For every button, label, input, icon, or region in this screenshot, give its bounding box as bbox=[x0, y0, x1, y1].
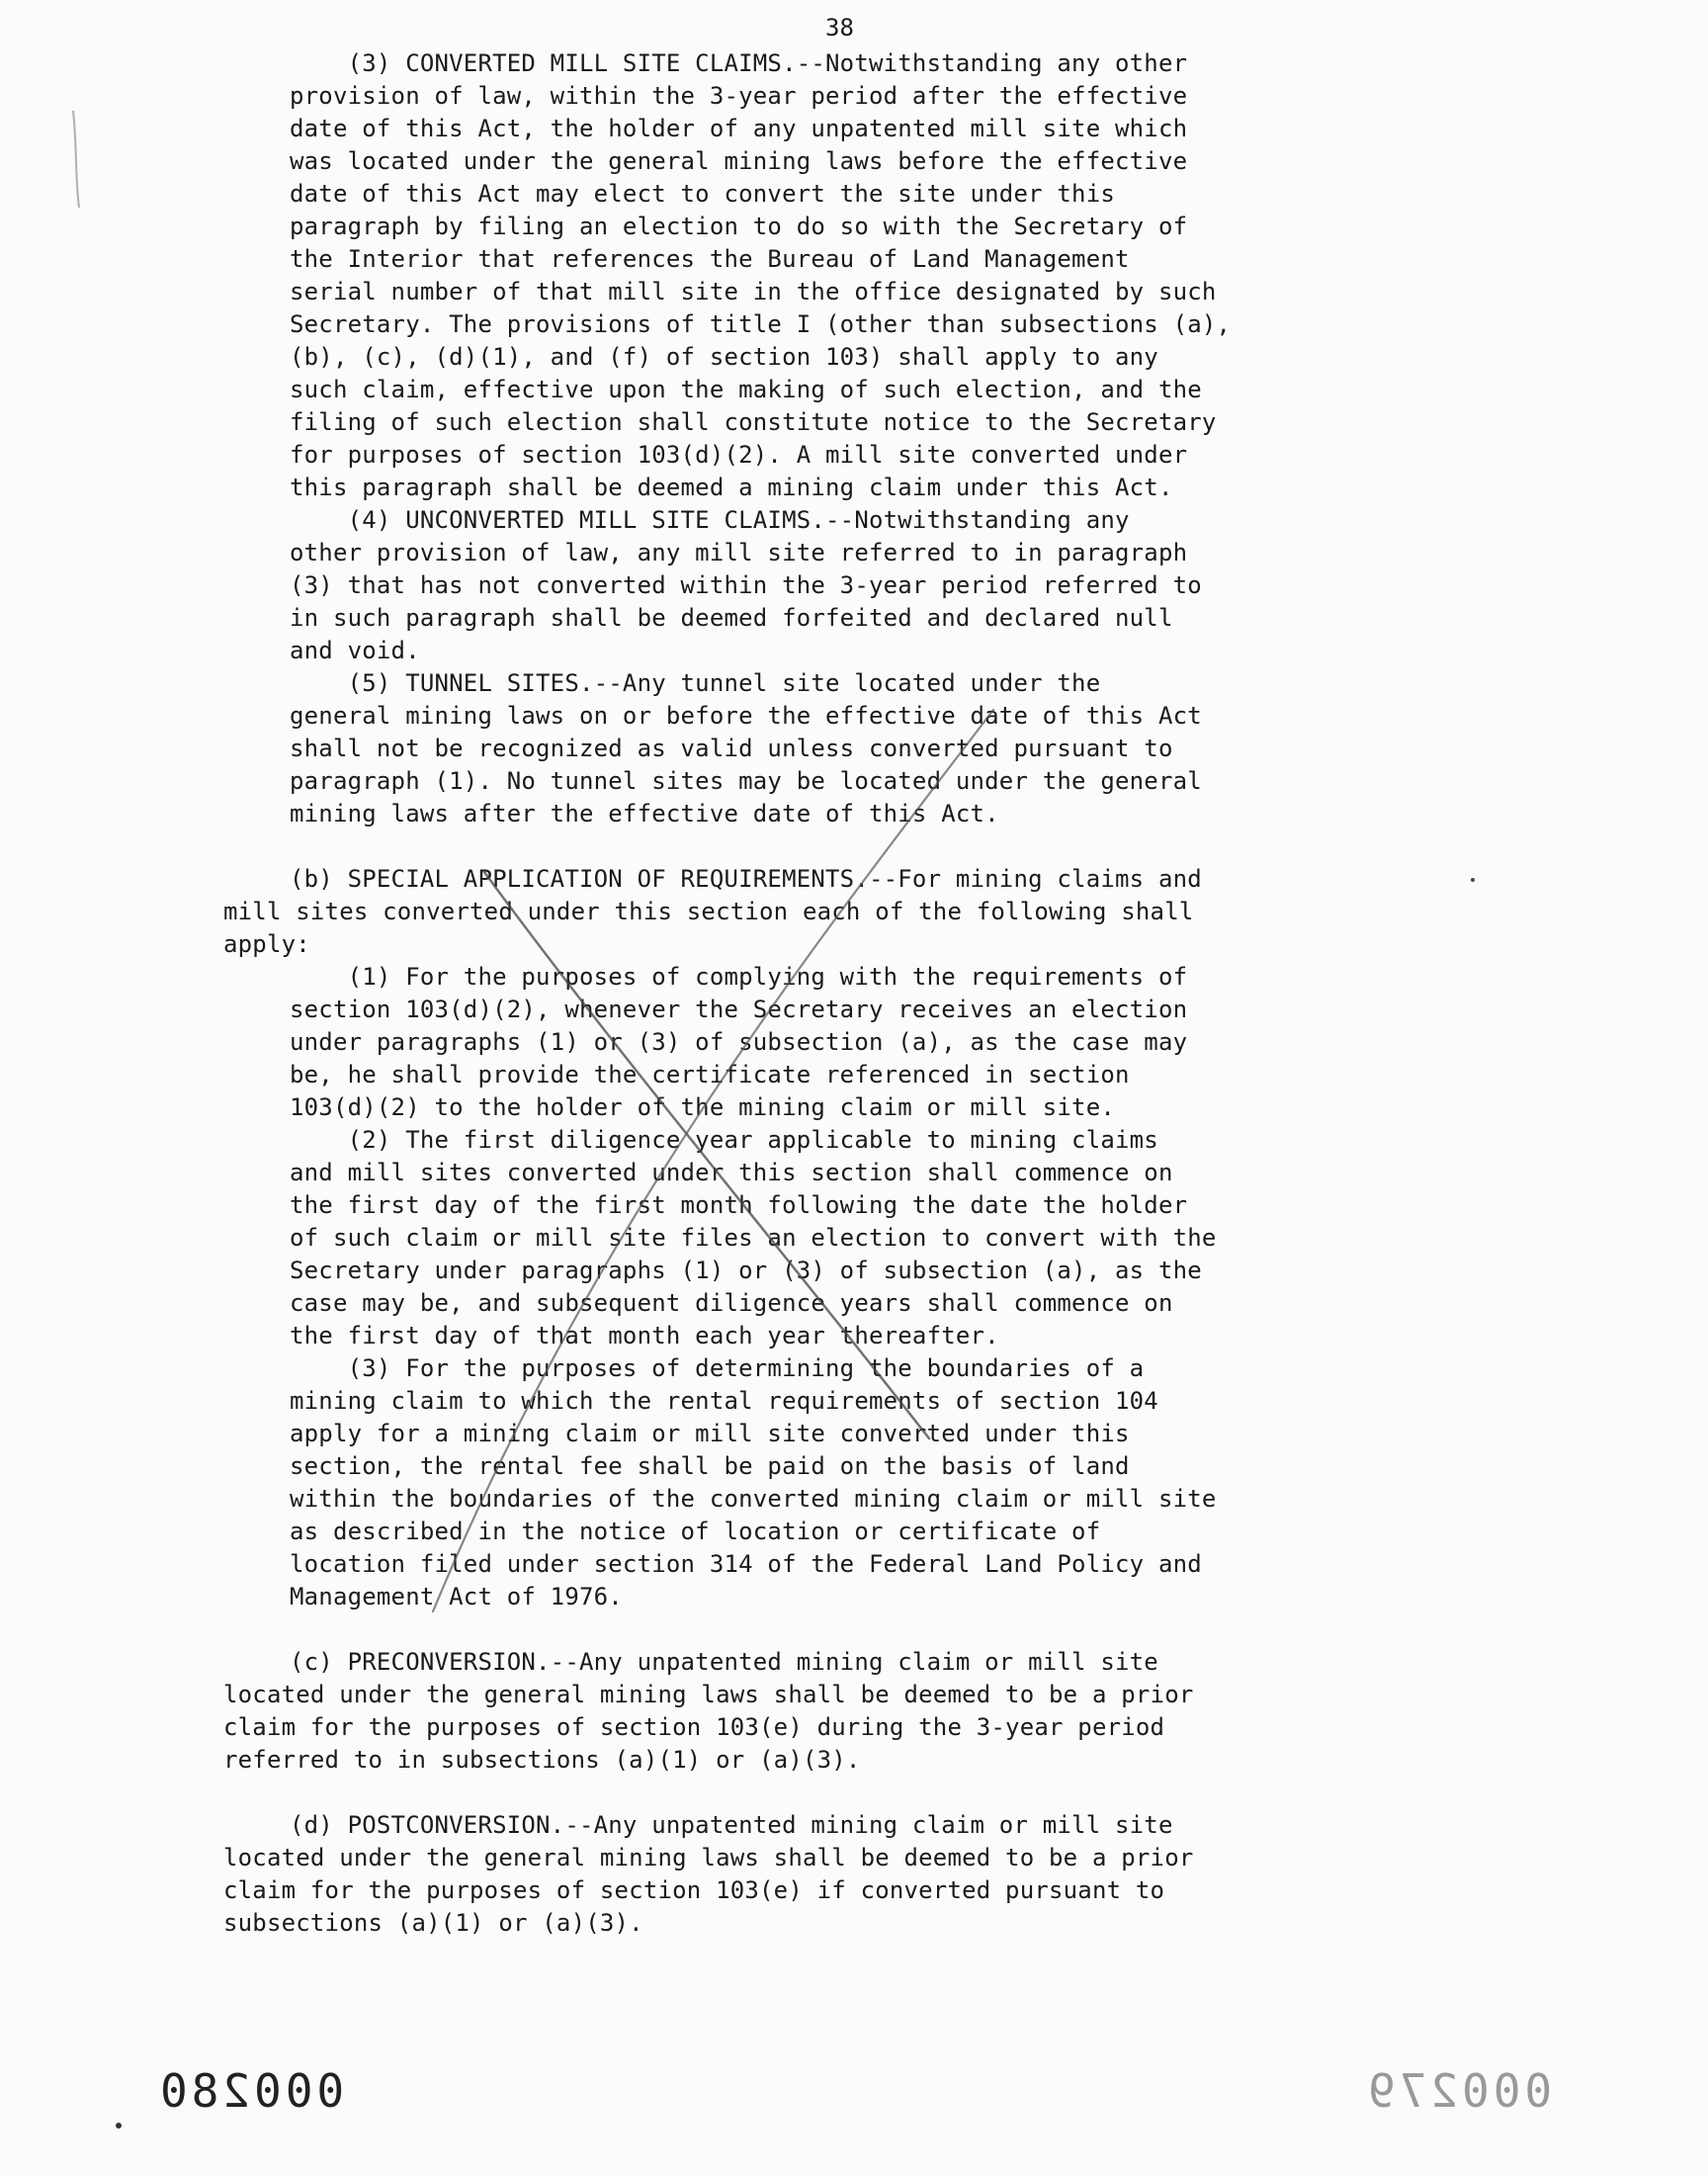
text-line: apply: bbox=[223, 930, 310, 958]
text-line: within the boundaries of the converted mining claim or mill site bbox=[290, 1485, 1217, 1513]
text-line: serial number of that mill site in the office designated by such bbox=[290, 278, 1217, 305]
text-line: in such paragraph shall be deemed forfeited and declared null bbox=[290, 604, 1173, 632]
text-line: (3) CONVERTED MILL SITE CLAIMS.--Notwithstanding any other bbox=[290, 49, 1188, 77]
text-line: apply for a mining claim or mill site converted under this bbox=[290, 1420, 1130, 1447]
text-line: the first day of that month each year thereafter. bbox=[290, 1322, 999, 1349]
text-line: Secretary under paragraphs (1) or (3) of subsection (a), as the bbox=[290, 1257, 1202, 1284]
page-number: 38 bbox=[825, 14, 854, 42]
text-line: shall not be recognized as valid unless converted pursuant to bbox=[290, 735, 1173, 762]
bates-stamp-right: 000279 bbox=[1364, 2064, 1553, 2118]
text-line: (1) For the purposes of complying with the requirements of bbox=[290, 963, 1188, 991]
text-line: (b), (c), (d)(1), and (f) of section 103) shall apply to any bbox=[290, 343, 1158, 371]
text-line: (4) UNCONVERTED MILL SITE CLAIMS.--Notwithstanding any bbox=[290, 506, 1130, 534]
text-line: referred to in subsections (a)(1) or (a)(3). bbox=[223, 1746, 861, 1774]
text-line: location filed under section 314 of the Federal Land Policy and bbox=[290, 1550, 1202, 1578]
text-line: case may be, and subsequent diligence years shall commence on bbox=[290, 1289, 1173, 1317]
text-line: date of this Act may elect to convert the site under this bbox=[290, 180, 1116, 208]
text-line: located under the general mining laws shall be deemed to be a prior bbox=[223, 1681, 1194, 1708]
text-line: (5) TUNNEL SITES.--Any tunnel site located under the bbox=[290, 669, 1101, 697]
text-line: the first day of the first month following the date the holder bbox=[290, 1191, 1188, 1219]
text-line: (d) POSTCONVERSION.--Any unpatented mining claim or mill site bbox=[290, 1811, 1173, 1839]
text-line: (3) For the purposes of determining the boundaries of a bbox=[290, 1354, 1145, 1382]
text-line: and void. bbox=[290, 637, 420, 664]
text-line: the Interior that references the Bureau of Land Management bbox=[290, 245, 1130, 273]
text-line: paragraph (1). No tunnel sites may be located under the general bbox=[290, 767, 1202, 795]
text-line: claim for the purposes of section 103(e) if converted pursuant to bbox=[223, 1876, 1165, 1904]
text-line: Secretary. The provisions of title I (other than subsections (a), bbox=[290, 310, 1232, 338]
text-line: mining claim to which the rental requirements of section 104 bbox=[290, 1387, 1158, 1415]
text-line: this paragraph shall be deemed a mining claim under this Act. bbox=[290, 474, 1173, 501]
text-line: located under the general mining laws shall be deemed to be a prior bbox=[223, 1844, 1194, 1871]
text-line: subsections (a)(1) or (a)(3). bbox=[223, 1909, 643, 1937]
text-line: claim for the purposes of section 103(e) during the 3-year period bbox=[223, 1713, 1165, 1741]
text-line: under paragraphs (1) or (3) of subsection (a), as the case may bbox=[290, 1028, 1188, 1056]
text-line: was located under the general mining laws before the effective bbox=[290, 147, 1188, 175]
text-line: (3) that has not converted within the 3-year period referred to bbox=[290, 571, 1202, 599]
text-line: 103(d)(2) to the holder of the mining claim or mill site. bbox=[290, 1093, 1116, 1121]
text-line: filing of such election shall constitute notice to the Secretary bbox=[290, 408, 1217, 436]
text-line: such claim, effective upon the making of such election, and the bbox=[290, 376, 1202, 403]
text-line: and mill sites converted under this section shall commence on bbox=[290, 1159, 1173, 1186]
text-line: date of this Act, the holder of any unpatented mill site which bbox=[290, 115, 1188, 142]
text-line: Management Act of 1976. bbox=[290, 1583, 623, 1610]
bates-stamp-left: 000280 bbox=[156, 2064, 345, 2118]
text-line: general mining laws on or before the effective date of this Act bbox=[290, 702, 1202, 730]
text-line: mining laws after the effective date of this Act. bbox=[290, 800, 999, 827]
text-line: for purposes of section 103(d)(2). A mill site converted under bbox=[290, 441, 1188, 469]
text-line: (c) PRECONVERSION.--Any unpatented mining claim or mill site bbox=[290, 1648, 1158, 1676]
text-line: other provision of law, any mill site referred to in paragraph bbox=[290, 539, 1188, 566]
text-line: (2) The first diligence year applicable to mining claims bbox=[290, 1126, 1158, 1154]
text-line: provision of law, within the 3-year period after the effective bbox=[290, 82, 1188, 110]
text-line: of such claim or mill site files an election to convert with the bbox=[290, 1224, 1217, 1252]
text-line: (b) SPECIAL APPLICATION OF REQUIREMENTS.--For mining claims and bbox=[290, 865, 1202, 893]
text-line: section 103(d)(2), whenever the Secretary receives an election bbox=[290, 996, 1188, 1023]
text-line: as described in the notice of location or certificate of bbox=[290, 1518, 1101, 1545]
text-line: mill sites converted under this section each of the following shall bbox=[223, 898, 1194, 925]
text-line: section, the rental fee shall be paid on the basis of land bbox=[290, 1452, 1130, 1480]
text-line: paragraph by filing an election to do so with the Secretary of bbox=[290, 213, 1188, 240]
text-line: be, he shall provide the certificate referenced in section bbox=[290, 1061, 1130, 1088]
